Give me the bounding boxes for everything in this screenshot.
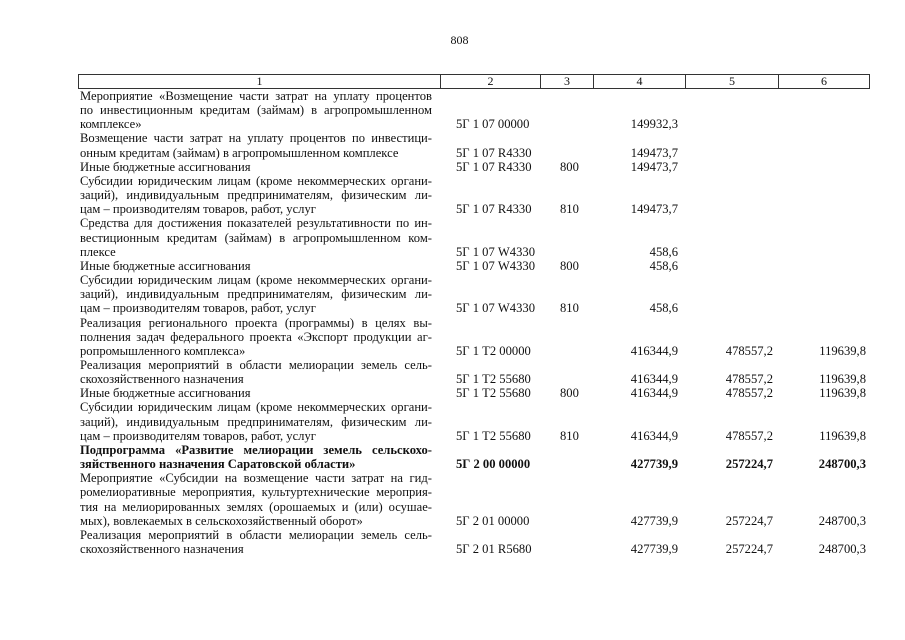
- row-description: [80, 316, 442, 358]
- row-value-col5: [686, 117, 779, 131]
- column-header-5: 5: [686, 75, 779, 88]
- row-value-col5: 478557,2: [725, 343, 773, 358]
- table-row: [80, 174, 870, 216]
- row-expense-type: [542, 146, 594, 160]
- row-value-col5: [686, 301, 779, 315]
- row-expense-type: 800: [560, 386, 579, 401]
- description-line: Реализация регионального проекта (программы) в целях вы-: [80, 315, 432, 330]
- table-row: [80, 131, 870, 159]
- description-line: Иные бюджетные ассигнования: [80, 258, 251, 273]
- row-value-col5: [686, 202, 779, 216]
- row-value-col5: [686, 146, 779, 160]
- row-value-col4: 416344,9: [630, 372, 678, 387]
- row-expense-type: 810: [560, 202, 579, 217]
- row-value-col5: 478557,2: [725, 428, 773, 443]
- page-number: 808: [450, 33, 469, 47]
- description-line: Реализация мероприятий в области мелиорации земель сель-: [80, 527, 432, 542]
- row-value-col5: [686, 160, 779, 174]
- row-value-col6: [779, 160, 870, 174]
- row-value-col5: [686, 259, 779, 273]
- description-line: онным кредитам (займам) в агропромышленном комплексе: [80, 145, 399, 160]
- description-line: Подпрограмма «Развитие мелиорации земель сельскохо-: [80, 442, 432, 457]
- row-description: [80, 89, 442, 131]
- table-row: [80, 471, 870, 528]
- description-line: плексе: [80, 244, 116, 259]
- description-line: ромелиоративные мероприятия, культуртехнические мероприя-: [80, 485, 432, 500]
- row-description: [80, 259, 442, 273]
- row-value-col4: 149473,7: [630, 145, 678, 160]
- row-value-col6: [779, 301, 870, 315]
- description-line: Иные бюджетные ассигнования: [80, 159, 251, 174]
- table-row: [80, 160, 870, 174]
- row-value-col4: 416344,9: [630, 428, 678, 443]
- column-header-6: 6: [821, 74, 827, 88]
- description-line: мых), вовлекаемых в сельскохозяйственный оборот»: [80, 513, 363, 528]
- row-code: 5Г 1 07 R4330: [456, 159, 532, 174]
- row-code: 5Г 1 T2 00000: [456, 343, 531, 358]
- table-row: [80, 358, 870, 386]
- description-line: полнения задач федерального проекта «Экспорт продукции аг-: [80, 329, 432, 344]
- row-value-col4: 427739,9: [630, 457, 678, 472]
- row-value-col6: [779, 117, 870, 131]
- row-code: 5Г 1 07 R4330: [456, 202, 532, 217]
- row-value-col4: 458,6: [649, 244, 678, 259]
- table-row: [80, 443, 870, 471]
- row-code: 5Г 1 T2 55680: [456, 428, 531, 443]
- description-line: тия на мелиорированных землях (орошаемых и (или) осушае-: [80, 499, 432, 514]
- table-row: [80, 528, 870, 556]
- row-value-col5: [686, 245, 779, 259]
- description-line: цам – производителям товаров, работ, услуг: [80, 428, 316, 443]
- row-value-col4: 149473,7: [630, 202, 678, 217]
- row-value-col4: 427739,9: [630, 513, 678, 528]
- table-row: [80, 316, 870, 358]
- row-expense-type: 800: [560, 258, 579, 273]
- description-line: Мероприятие «Возмещение части затрат на уплату процентов: [80, 89, 432, 103]
- description-line: Субсидии юридическим лицам (кроме некоммерческих органи-: [80, 273, 432, 288]
- description-line: Реализация мероприятий в области мелиорации земель сель-: [80, 357, 432, 372]
- table-header-row: [78, 74, 870, 89]
- row-value-col6: 119639,8: [819, 386, 866, 401]
- row-value-col5: 478557,2: [725, 386, 773, 401]
- column-header-1: 1: [79, 75, 441, 88]
- description-line: Субсидии юридическим лицам (кроме некоммерческих органи-: [80, 173, 432, 188]
- row-code: 5Г 2 01 R5680: [456, 542, 532, 556]
- description-line: заций), индивидуальным предпринимателям, физическим ли-: [80, 188, 432, 203]
- row-expense-type: [542, 514, 594, 528]
- description-line: заций), индивидуальным предпринимателям, физическим ли-: [80, 287, 432, 302]
- table-row: [80, 259, 870, 273]
- row-description: [80, 131, 442, 159]
- row-expense-type: [542, 372, 594, 386]
- description-line: Иные бюджетные ассигнования: [80, 386, 251, 401]
- row-value-col6: 119639,8: [819, 428, 866, 443]
- row-expense-type: [542, 117, 594, 131]
- row-expense-type: [542, 542, 594, 556]
- row-expense-type: [542, 457, 594, 471]
- row-value-col4: 427739,9: [630, 542, 678, 556]
- row-value-col6: 248700,3: [818, 542, 866, 556]
- row-value-col4: 458,6: [649, 301, 678, 316]
- row-code: 5Г 1 07 W4330: [456, 258, 535, 273]
- table-row: [80, 216, 870, 258]
- row-code: 5Г 1 07 W4330: [456, 301, 535, 316]
- row-value-col4: 416344,9: [630, 343, 678, 358]
- row-value-col4: 458,6: [649, 258, 678, 273]
- row-code: 5Г 1 07 R4330: [456, 145, 532, 160]
- row-value-col5: 257224,7: [725, 513, 773, 528]
- column-header-4: 4: [594, 75, 686, 88]
- row-description: [80, 528, 442, 556]
- row-value-col6: 248700,3: [818, 457, 866, 472]
- row-description: [80, 273, 442, 315]
- row-description: [80, 471, 442, 528]
- row-value-col4: 149473,7: [630, 159, 678, 174]
- row-expense-type: 810: [560, 301, 579, 316]
- description-line: комплексе»: [80, 117, 142, 132]
- table-row: [80, 89, 870, 131]
- description-line: цам – производителям товаров, работ, услуг: [80, 301, 316, 316]
- row-value-col6: [779, 245, 870, 259]
- description-line: зяйственного назначения Саратовской области»: [80, 457, 356, 472]
- row-value-col6: 248700,3: [818, 513, 866, 528]
- row-value-col5: 478557,2: [725, 372, 773, 387]
- row-description: [80, 174, 442, 216]
- description-line: ропромышленного комплекса»: [80, 343, 246, 358]
- description-line: Мероприятие «Субсидии на возмещение части затрат на гид-: [80, 471, 432, 486]
- table-body: [80, 89, 870, 556]
- row-value-col5: 257224,7: [725, 542, 773, 556]
- description-line: вестиционным кредитам (займам) в агропромышленном ком-: [80, 230, 432, 245]
- description-line: Возмещение части затрат на уплату процентов по инвестици-: [80, 131, 432, 146]
- row-expense-type: 800: [560, 159, 579, 174]
- row-description: [80, 386, 442, 400]
- description-line: заций), индивидуальным предпринимателям, физическим ли-: [80, 414, 432, 429]
- row-value-col6: [779, 146, 870, 160]
- description-line: скохозяйственного назначения: [80, 372, 244, 387]
- row-code: 5Г 1 T2 55680: [456, 386, 531, 401]
- row-value-col6: [779, 202, 870, 216]
- column-header-3: 3: [541, 75, 594, 88]
- row-value-col4: 416344,9: [630, 386, 678, 401]
- row-code: 5Г 1 07 00000: [456, 117, 530, 132]
- row-description: [80, 216, 442, 258]
- row-code: 5Г 1 T2 55680: [456, 372, 531, 387]
- row-code: 5Г 2 01 00000: [456, 513, 530, 528]
- row-value-col6: [779, 259, 870, 273]
- description-line: скохозяйственного назначения: [80, 542, 244, 556]
- row-value-col6: 119639,8: [819, 343, 866, 358]
- description-line: по инвестиционным кредитам (займам) в агропромышленном: [80, 103, 432, 118]
- description-line: Субсидии юридическим лицам (кроме некоммерческих органи-: [80, 400, 432, 415]
- column-header-2: 2: [441, 75, 541, 88]
- table-row: [80, 273, 870, 315]
- description-line: Средства для достижения показателей результативности по ин-: [80, 216, 432, 231]
- row-expense-type: 810: [560, 428, 579, 443]
- row-code: 5Г 2 00 00000: [456, 457, 531, 472]
- row-description: [80, 358, 442, 386]
- description-line: цам – производителям товаров, работ, услуг: [80, 202, 316, 217]
- row-description: [80, 443, 442, 471]
- row-value-col5: 257224,7: [725, 457, 773, 472]
- row-code: 5Г 1 07 W4330: [456, 244, 535, 259]
- row-description: [80, 160, 442, 174]
- row-expense-type: [542, 245, 594, 259]
- row-value-col4: 149932,3: [630, 117, 678, 132]
- row-description: [80, 400, 442, 442]
- row-expense-type: [542, 344, 594, 358]
- row-value-col6: 119639,8: [819, 372, 866, 387]
- table-row: [80, 386, 870, 400]
- table-row: [80, 400, 870, 442]
